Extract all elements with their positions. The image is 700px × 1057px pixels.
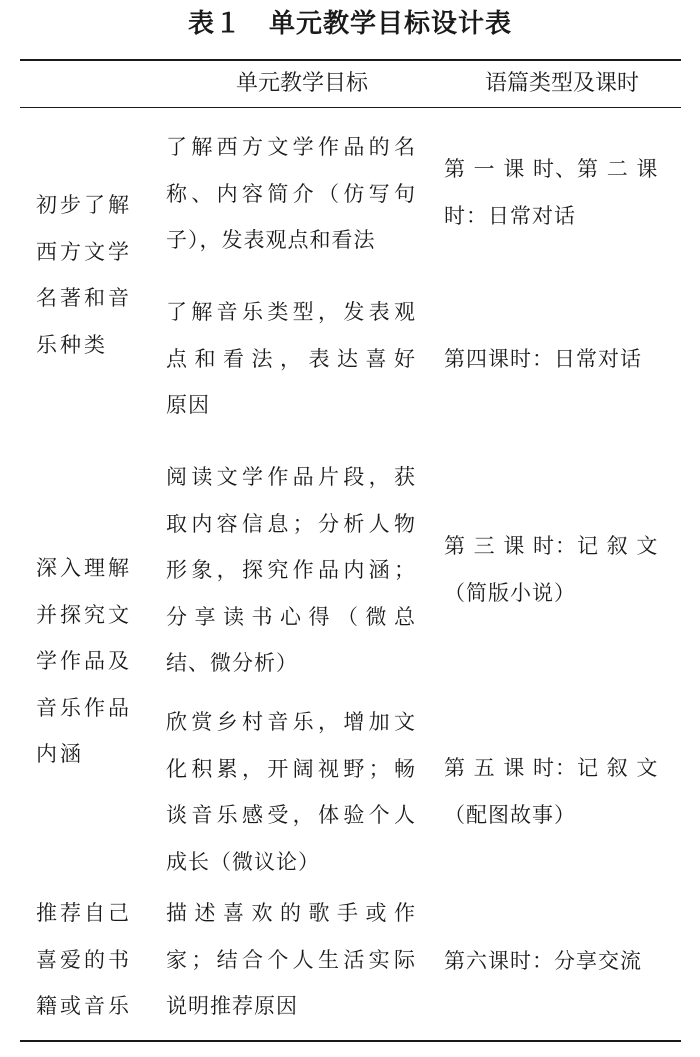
table-title: 表１ 单元教学目标设计表 [187,9,512,39]
table-top-rule [20,59,681,61]
type-cell-5: 第六课时：分享交流 [444,949,642,973]
goal-cell-4: 欣赏乡村音乐，增加文 化积累，开阔视野；畅 谈音乐感受，体验个人 成长（微议论） [166,710,416,874]
header-rule [20,107,681,108]
type-cell-3: 第 三 课 时：记 叙 文 （简版小说） [444,534,659,605]
goal-cell-5: 描述喜欢的歌手或作 家；结合个人生活实际 说明推荐原因 [166,901,416,1018]
type-cell-2: 第四课时：日常对话 [444,347,642,371]
header-teaching-goal: 单元教学目标 [235,71,368,96]
group-label-2: 深入理解 并探究文 学作品及 音乐作品 内涵 [36,556,132,766]
header-text-type-lesson: 语篇类型及课时 [484,71,639,96]
type-cell-4: 第 五 课 时：记 叙 文 （配图故事） [444,756,659,827]
goal-cell-3: 阅读文学作品片段，获 取内容信息；分析人物 形象，探究作品内涵； 分享读书心得（微总 结、微分析） [166,465,416,675]
group-label-1: 初步了解 西方文学 名著和音 乐种类 [36,193,132,357]
type-cell-1: 第 一 课 时、第 二 课 时：日常对话 [444,157,659,228]
goal-cell-2: 了解音乐类型，发表观 点和看法，表达喜好 原因 [166,300,416,417]
goal-cell-1: 了解西方文学作品的名 称、内容简介（仿写句 子），发表观点和看法 [166,135,416,252]
group-label-3: 推荐自己 喜爱的书 籍或音乐 [36,901,132,1018]
table-bottom-rule [20,1040,681,1042]
